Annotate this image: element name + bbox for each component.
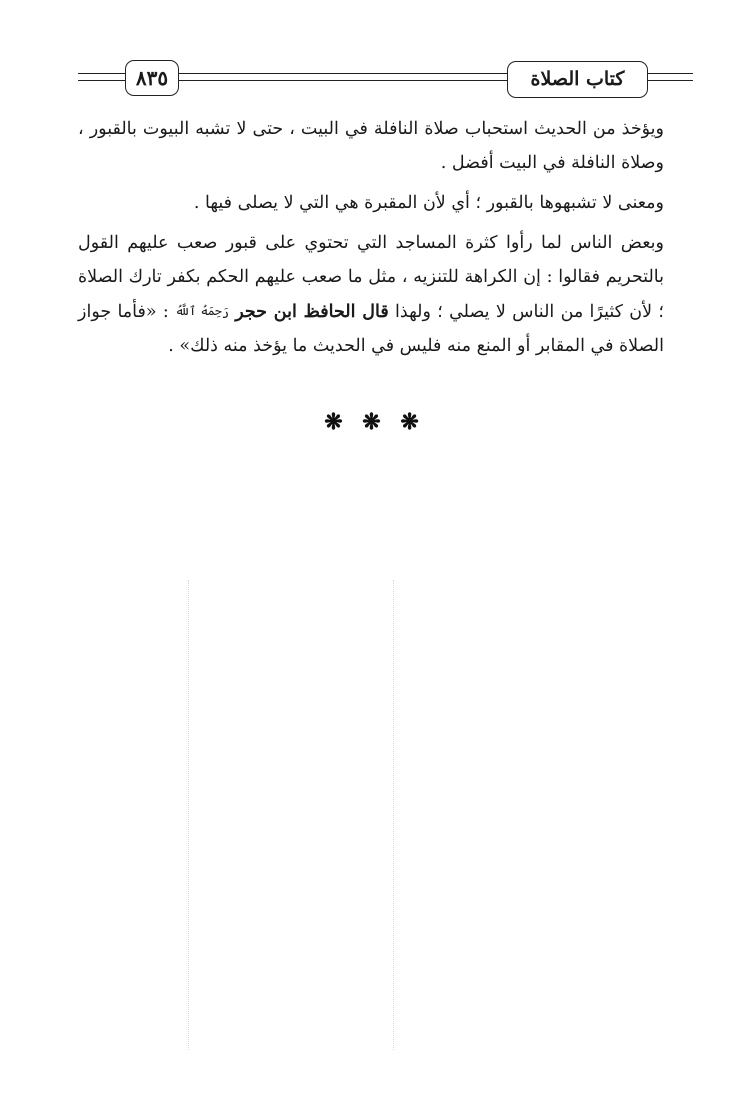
scan-artifact-line xyxy=(393,580,394,1050)
honorific-phrase: رَحِمَهُ ٱللَّهُ xyxy=(175,304,229,318)
paragraph-3-text-b: : «فأما جواز الصلاة في المقابر أو المنع منه فليس في الحديث ما يؤخذ منه ذلك» . xyxy=(78,302,664,356)
paragraph-3-text-a: وبعض الناس لما رأوا كثرة المساجد التي تحتوي على قبور صعب عليهم القول بالتحريم فقالوا : إن الكراهة للتنزيه ، مثل ما صعب عليهم الحكم بكفر تارك الصلاة ؛ لأن كثيرًا من الناس لا يصلي ؛ ولهذا xyxy=(78,233,664,322)
section-separator: ❋ ❋ ❋ xyxy=(324,409,425,435)
header-rule-middle-bottom xyxy=(177,80,508,81)
paragraph-3 xyxy=(78,226,694,363)
paragraph-2: ومعنى لا تشبهوها بالقبور ؛ أي لأن المقبرة هي التي لا يصلى فيها . xyxy=(193,193,664,213)
paragraph-1: ويؤخذ من الحديث استحباب صلاة النافلة في البيت ، حتى لا تشبه البيوت بالقبور ، وصلاة النافلة في البيت أفضل . xyxy=(78,119,664,173)
page-number: ٨٣٥ xyxy=(125,60,179,96)
header-rule-left-top xyxy=(78,73,126,74)
header-rule-right-top xyxy=(646,73,693,74)
header-rule-middle-top xyxy=(177,73,508,74)
header-rule-left-bottom xyxy=(78,80,126,81)
header-rule-right-bottom xyxy=(646,80,693,81)
scan-artifact-line xyxy=(188,580,189,1050)
chapter-title: كتاب الصلاة xyxy=(507,61,648,98)
body-text xyxy=(78,112,694,369)
paragraph-3-bold-attribution: قال الحافظ ابن حجر xyxy=(235,302,389,322)
